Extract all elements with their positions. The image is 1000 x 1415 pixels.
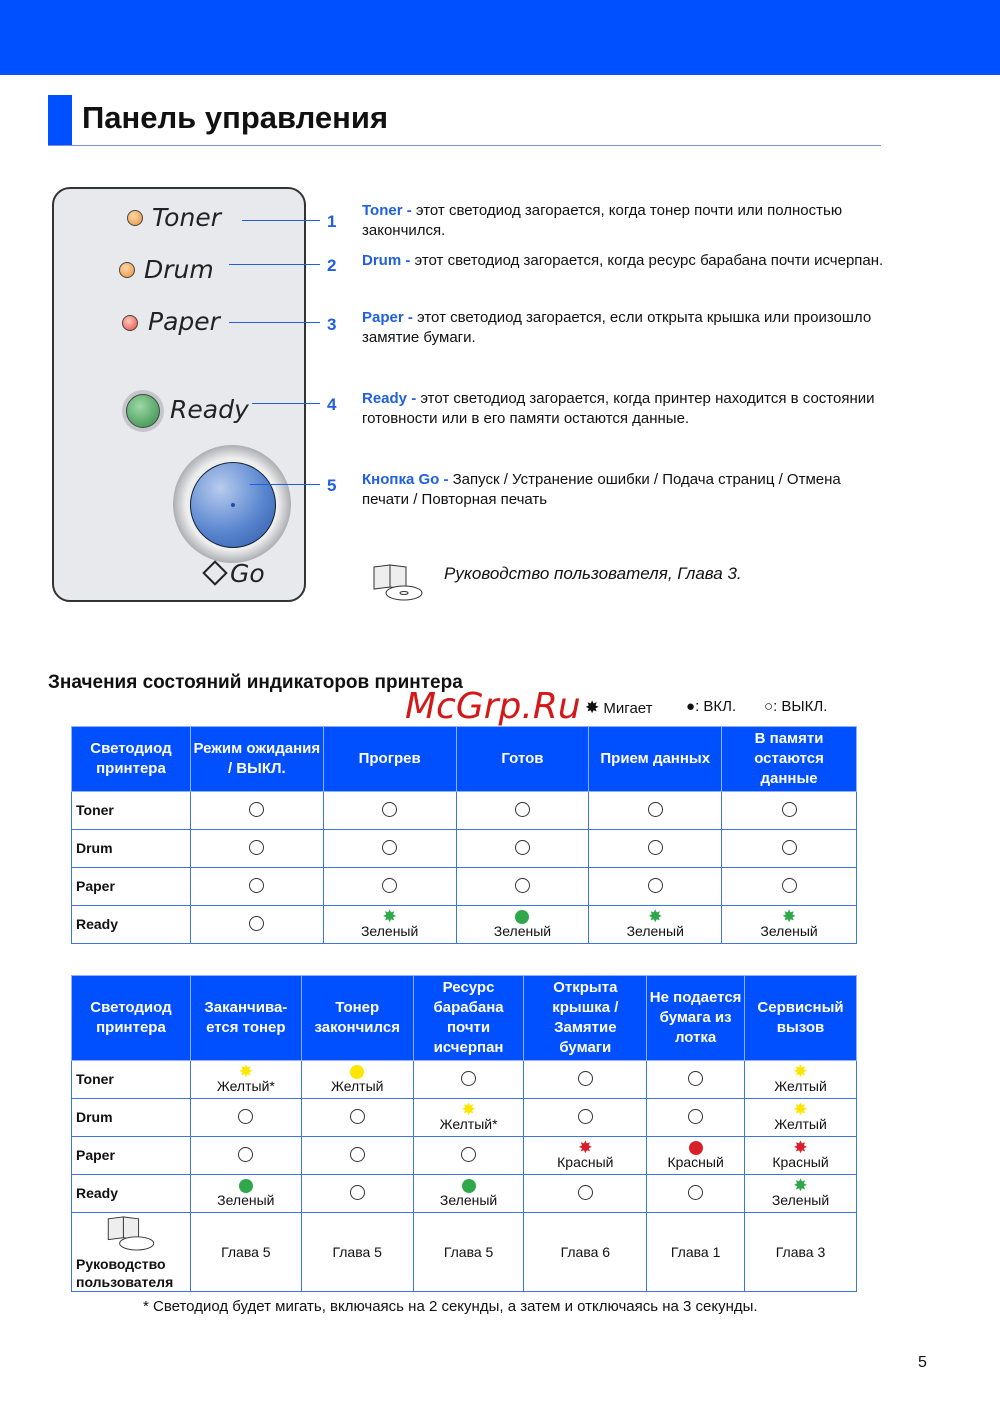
column-header: Прием данных (589, 727, 722, 792)
chapter-cell: Глава 5 (413, 1213, 524, 1292)
led-on-icon (239, 1179, 253, 1193)
title-divider (48, 145, 881, 146)
table-row (72, 1137, 857, 1175)
callout-5: 5 (327, 476, 337, 495)
status-cell (456, 868, 589, 906)
led-off-icon (461, 1071, 476, 1086)
status-cell (190, 1175, 301, 1213)
chapter-cell: Глава 5 (190, 1213, 301, 1292)
led-color-label: Зеленый (360, 923, 419, 939)
led-blink-icon: ✸ (793, 1176, 808, 1195)
desc-drum: Drum - этот светодиод загорается, когда ресурс барабана почти исчерпан. (362, 252, 884, 269)
column-header: Готов (456, 727, 589, 792)
table-row (72, 1099, 857, 1137)
led-blink-icon: ✸ (793, 1100, 808, 1119)
table-row (72, 830, 857, 868)
status-table-normal (71, 726, 857, 944)
status-cell (524, 1099, 647, 1137)
led-name: Drum (72, 830, 191, 868)
led-off-icon (515, 802, 530, 817)
led-off-icon (238, 1109, 253, 1124)
led-blink-icon: ✸ (648, 907, 663, 926)
led-off-icon (688, 1109, 703, 1124)
chapter-cell: Глава 6 (524, 1213, 647, 1292)
led-off-icon (382, 878, 397, 893)
blink-icon: ✸ (585, 698, 600, 717)
table-row (72, 1061, 857, 1099)
led-color-label: Красный (772, 1154, 829, 1170)
led-on-icon (462, 1179, 476, 1193)
led-name: Toner (72, 792, 191, 830)
led-color-label: Зеленый (217, 1192, 275, 1208)
table-row (72, 906, 857, 944)
user-guide-book-icon (372, 563, 424, 601)
status-cell (190, 1061, 301, 1099)
status-cell (745, 1099, 857, 1137)
led-off-icon (688, 1071, 703, 1086)
status-cell (722, 792, 857, 830)
status-cell (323, 906, 456, 944)
column-header: В памяти остаются данные (722, 727, 857, 792)
led-on-icon (689, 1141, 703, 1155)
led-blink-icon: ✸ (793, 1062, 808, 1081)
led-color-label: Зеленый (439, 1192, 498, 1208)
callout-line-4 (252, 403, 320, 404)
control-panel-illustration (52, 187, 306, 602)
status-cell (323, 830, 456, 868)
status-cell (301, 1061, 413, 1099)
guide-label-cell: Руководство пользователя (72, 1213, 191, 1292)
led-name: Ready (72, 1175, 191, 1213)
led-off-icon (382, 802, 397, 817)
table-row (72, 1175, 857, 1213)
status-cell (745, 1137, 857, 1175)
status-cell (647, 1061, 745, 1099)
status-cell (456, 906, 589, 944)
status-cell (190, 906, 323, 944)
led-blink-icon: ✸ (781, 907, 797, 926)
status-cell (589, 906, 722, 944)
led-off-icon (350, 1185, 365, 1200)
chapter-cell: Глава 5 (301, 1213, 413, 1292)
page-title: Панель управления (82, 100, 389, 135)
led-color-label: Желтый* (216, 1078, 275, 1094)
led-off-icon (578, 1071, 593, 1086)
status-cell (456, 830, 589, 868)
status-cell (190, 792, 323, 830)
led-off-icon (782, 802, 797, 817)
callout-4: 4 (327, 395, 337, 414)
led-off-icon (382, 840, 397, 855)
led-name: Paper (72, 1137, 191, 1175)
led-color-label: Зеленый (771, 1192, 830, 1208)
led-off-icon (249, 916, 264, 931)
led-color-label: Зеленый (626, 923, 684, 939)
go-button[interactable] (190, 462, 276, 548)
status-cell (323, 792, 456, 830)
led-blink-icon: ✸ (382, 907, 397, 926)
column-header: Режим ожидания / ВЫКЛ. (190, 727, 323, 792)
led-off-icon (249, 878, 264, 893)
go-diamond-icon (202, 560, 227, 585)
led-color-label: Зеленый (760, 923, 818, 939)
paper-led-icon (122, 315, 138, 331)
column-header: Не подается бумага из лотка (647, 976, 745, 1061)
callout-2: 2 (327, 256, 337, 275)
chapter-cell: Глава 1 (647, 1213, 745, 1292)
status-cell (589, 830, 722, 868)
footnote: * Светодиод будет мигать, включаясь на 2 секунды, а затем и отключаясь на 3 секунды. (143, 1298, 758, 1315)
page-number: 5 (918, 1354, 927, 1371)
led-off-icon (238, 1147, 253, 1162)
desc-paper: Paper - этот светодиод загорается, если открыта крышка или произошло замятие бумаги. (362, 309, 872, 346)
status-cell (190, 830, 323, 868)
user-guide-reference: Руководство пользователя, Глава 3. (444, 564, 742, 583)
legend-off: ○: ВЫКЛ. (764, 698, 828, 715)
status-cell (413, 1099, 524, 1137)
status-cell (190, 1099, 301, 1137)
led-off-icon (648, 840, 663, 855)
callout-1: 1 (327, 212, 337, 231)
led-off-icon (249, 802, 264, 817)
watermark: McGrp.Ru (405, 686, 581, 727)
led-blink-icon: ✸ (461, 1100, 476, 1119)
status-cell (589, 792, 722, 830)
led-off-icon (515, 878, 530, 893)
led-color-label: Красный (557, 1154, 614, 1170)
led-off-icon (515, 840, 530, 855)
led-on-icon (515, 910, 529, 924)
callout-line-2 (229, 264, 320, 265)
status-cell (190, 1137, 301, 1175)
user-guide-book-icon (106, 1215, 190, 1255)
status-table-errors (71, 975, 857, 1292)
header-bar (0, 0, 1000, 75)
led-color-label: Желтый* (439, 1116, 498, 1132)
column-header: Сервисный вызов (745, 976, 857, 1061)
table-row-guide (72, 1213, 857, 1292)
led-off-icon (350, 1147, 365, 1162)
led-name: Drum (72, 1099, 191, 1137)
led-name: Ready (72, 906, 191, 944)
led-on-icon (350, 1065, 364, 1079)
column-header: Тонер закончился (301, 976, 413, 1061)
led-color-label: Желтый (774, 1078, 827, 1094)
led-off-icon (782, 840, 797, 855)
status-cell (647, 1137, 745, 1175)
section-title: Значения состояний индикаторов принтера (48, 672, 463, 693)
status-cell (524, 1061, 647, 1099)
status-cell (301, 1137, 413, 1175)
callout-line-3 (229, 322, 320, 323)
desc-go-button: Кнопка Go - Запуск / Устранение ошибки / Подача страниц / Отмена печати / Повторная печать (362, 471, 841, 508)
panel-label-paper: Paper (148, 307, 220, 336)
chapter-cell: Глава 3 (745, 1213, 857, 1292)
column-header: Светодиод принтера (72, 727, 191, 792)
column-header: Светодиод принтера (72, 976, 191, 1061)
status-cell (301, 1099, 413, 1137)
status-cell (722, 906, 857, 944)
status-cell (722, 830, 857, 868)
led-off-icon (782, 878, 797, 893)
led-color-label: Зеленый (493, 923, 552, 939)
desc-ready: Ready - этот светодиод загорается, когда принтер находится в состоянии готовности или в его памяти остаются данные. (362, 390, 875, 427)
table-row (72, 868, 857, 906)
led-off-icon (578, 1185, 593, 1200)
filled-circle-icon: ● (686, 698, 696, 715)
toner-led-icon (127, 210, 143, 226)
table-row (72, 792, 857, 830)
ready-led-icon (126, 394, 160, 428)
led-blink-icon: ✸ (578, 1138, 593, 1157)
callout-line-1 (242, 220, 320, 221)
status-cell (413, 1175, 524, 1213)
led-color-label: Желтый (330, 1078, 384, 1094)
column-header: Заканчива-ется тонер (190, 976, 301, 1061)
status-cell (456, 792, 589, 830)
led-off-icon (350, 1109, 365, 1124)
status-cell (745, 1175, 857, 1213)
led-off-icon (648, 802, 663, 817)
callout-3: 3 (327, 315, 337, 334)
legend-on: ●: ВКЛ. (686, 698, 737, 715)
status-cell (589, 868, 722, 906)
status-cell (301, 1175, 413, 1213)
desc-toner: Toner - этот светодиод загорается, когда тонер почти или полностью закончился. (362, 202, 843, 239)
legend-blink: ✸ Мигает (585, 698, 653, 717)
column-header: Открыта крышка / Замятие бумаги (524, 976, 647, 1061)
empty-circle-icon: ○ (764, 698, 774, 715)
status-cell (190, 868, 323, 906)
led-blink-icon: ✸ (238, 1062, 253, 1081)
led-off-icon (688, 1185, 703, 1200)
callout-line-5 (250, 484, 320, 485)
status-cell (647, 1175, 745, 1213)
panel-label-toner: Toner (152, 203, 221, 232)
led-color-label: Желтый (774, 1116, 827, 1132)
status-cell (413, 1137, 524, 1175)
led-off-icon (578, 1109, 593, 1124)
status-cell (524, 1137, 647, 1175)
status-cell (323, 868, 456, 906)
led-blink-icon: ✸ (793, 1138, 808, 1157)
led-name: Toner (72, 1061, 191, 1099)
panel-label-ready: Ready (170, 395, 249, 424)
panel-label-drum: Drum (144, 255, 214, 284)
panel-label-go: Go (230, 559, 265, 588)
title-accent (48, 95, 72, 146)
status-cell (524, 1175, 647, 1213)
status-cell (413, 1061, 524, 1099)
led-off-icon (249, 840, 264, 855)
column-header: Ресурс барабана почти исчерпан (413, 976, 524, 1061)
status-cell (722, 868, 857, 906)
status-cell (745, 1061, 857, 1099)
led-color-label: Красный (667, 1154, 724, 1170)
led-off-icon (461, 1147, 476, 1162)
column-header: Прогрев (323, 727, 456, 792)
led-name: Paper (72, 868, 191, 906)
led-off-icon (648, 878, 663, 893)
drum-led-icon (119, 262, 135, 278)
status-cell (647, 1099, 745, 1137)
